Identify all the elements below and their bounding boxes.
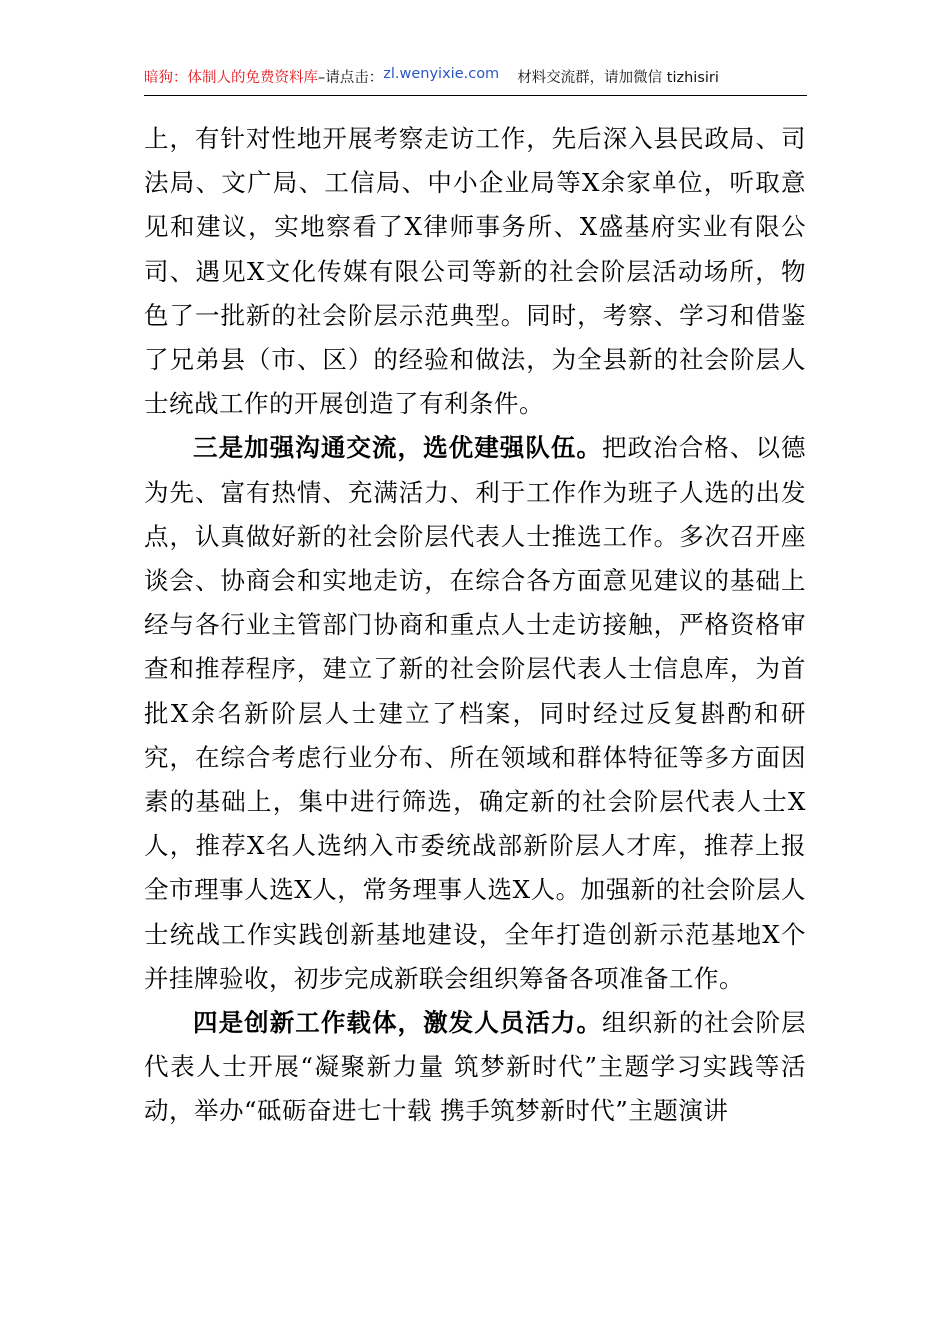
- paragraph-continuation: 上，有针对性地开展考察走访工作，先后深入县民政局、司法局、文广局、工信局、中小企业局等X余家单位，听取意见和建议，实地察看了X律师事务所、X盛基府实业有限公司、遇见X文化传媒有限公司等新的社会阶层活动场所，物色了一批新的社会阶层示范典型。同时，考察、学习和借鉴了兄弟县（市、区）的经验和做法，为全县新的社会阶层人士统战工作的开展创造了有利条件。: [144, 124, 806, 419]
- page-header: [144, 66, 807, 96]
- paragraph-text-four: 组织新的社会阶层代表人士开展“凝聚新力量 筑梦新时代”主题学习实践等活动，举办“砥砺奋进七十载 携手筑梦新时代”主题演讲: [144, 1008, 807, 1126]
- header-url-link[interactable]: zl.wenyixie.com: [383, 66, 500, 82]
- paragraph-heading-three: 三是加强沟通交流，选优建强队伍。: [193, 433, 603, 463]
- header-prompt: –请点击：: [318, 70, 384, 86]
- document-body: [144, 117, 806, 1134]
- header-contact: 材料交流群，请加微信 tizhisiri: [517, 70, 719, 86]
- paragraph-item-three: [144, 426, 806, 1001]
- paragraph-text-three: 把政治合格、以德为先、富有热情、充满活力、利于工作作为班子人选的出发点，认真做好新的社会阶层代表人士推选工作。多次召开座谈会、协商会和实地走访，在综合各方面意见建议的基础上经与各行业主管部门协商和重点人士走访接触，严格资格审查和推荐程序，建立了新的社会阶层代表人士信息库，为首批X余名新阶层人士建立了档案，同时经过反复斟酌和研究，在综合考虑行业分布、所在领域和群体特征等多方面因素的基础上，集中进行筛选，确定新的社会阶层代表人士X人，推荐X名人选纳入市委统战部新阶层人才库，推荐上报全市理事人选X人，常务理事人选X人。加强新的社会阶层人士统战工作实践创新基地建设，全年打造创新示范基地X个并挂牌验收，初步完成新联会组织筹备各项准备工作。: [144, 433, 807, 993]
- header-site-title: 暗狗：体制人的免费资料库: [144, 70, 318, 86]
- paragraph-item-four: [144, 1001, 806, 1134]
- paragraph-heading-four: 四是创新工作载体，激发人员活力。: [193, 1008, 603, 1038]
